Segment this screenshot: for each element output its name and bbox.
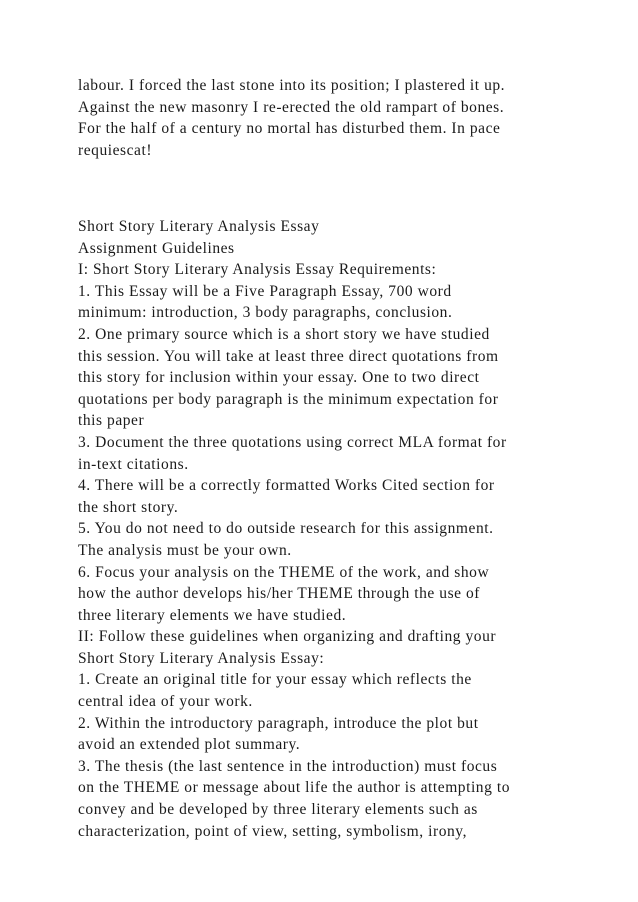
section-heading: I: Short Story Literary Analysis Essay Requirements: [78,261,437,279]
text-line: The analysis must be your own. [78,541,292,559]
story-ending-paragraph [78,75,598,161]
text-line: 6. Focus your analysis on the THEME of the work, and show [78,563,490,581]
text-line: labour. I forced the last stone into its position; I plastered it up. [78,77,506,94]
text-line: 3. Document the three quotations using correct MLA format for [78,433,507,451]
text-line: this story for inclusion within your essay. One to two direct [78,369,480,387]
text-line: quotations per body paragraph is the minimum expectation for [78,390,499,408]
text-line: 2. Within the introductory paragraph, introduce the plot but [78,714,479,732]
text-line: how the author develops his/her THEME through the use of [78,585,481,603]
text-line: in-text citations. [78,455,189,473]
text-line: central idea of your work. [78,693,253,711]
text-line: on the THEME or message about life the author is attempting to [78,779,510,797]
text-line: the short story. [78,498,179,516]
heading-line: Short Story Literary Analysis Essay [78,218,320,235]
text-line: 1. Create an original title for your essay which reflects the [78,671,472,689]
text-line: Against the new masonry I re-erected the old rampart of bones. [78,98,505,116]
text-line: convey and be developed by three literary elements such as [78,801,478,819]
text-line: 3. The thesis (the last sentence in the introduction) must focus [78,757,498,775]
text-line: three literary elements we have studied. [78,606,347,624]
text-line: requiescat! [78,141,153,159]
assignment-guidelines [78,216,598,842]
text-line: 2. One primary source which is a short story we have studied [78,325,490,343]
text-line: this paper [78,412,145,430]
section-heading: II: Follow these guidelines when organizing and drafting your [78,628,497,646]
text-line: avoid an extended plot summary. [78,736,301,754]
text-line: minimum: introduction, 3 body paragraphs, conclusion. [78,304,453,322]
text-line: For the half of a century no mortal has disturbed them. In pace [78,120,501,138]
text-line: characterization, point of view, setting, symbolism, irony, [78,822,468,840]
section-heading: Short Story Literary Analysis Essay: [78,649,325,667]
text-line: this session. You will take at least three direct quotations from [78,347,499,365]
text-line: 5. You do not need to do outside research for this assignment. [78,520,494,538]
text-line: 4. There will be a correctly formatted Works Cited section for [78,477,495,495]
heading-line: Assignment Guidelines [78,239,235,257]
text-line: 1. This Essay will be a Five Paragraph Essay, 700 word [78,282,452,300]
